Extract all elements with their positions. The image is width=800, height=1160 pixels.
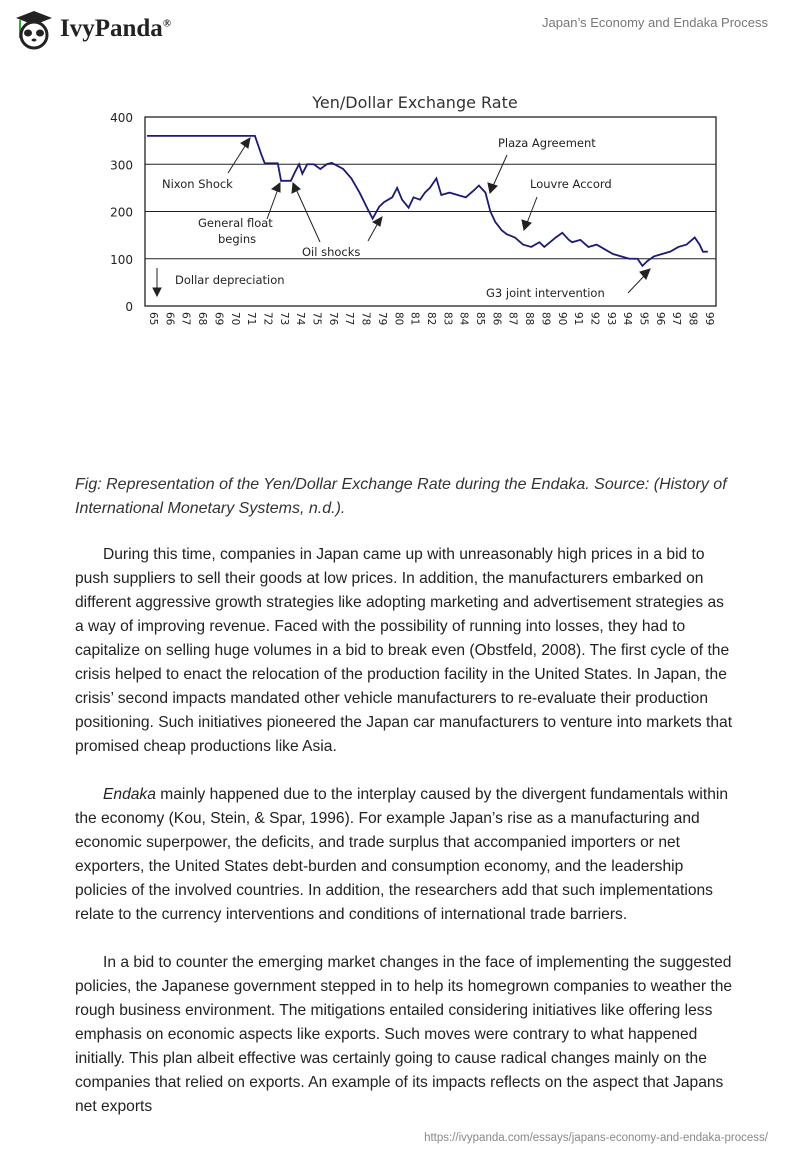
article-body — [75, 543, 735, 1143]
x-tick-label: 70 — [228, 312, 241, 326]
x-tick-label: 81 — [408, 312, 421, 326]
figure-caption: Fig: Representation of the Yen/Dollar Exchange Rate during the Endaka. Source: (History of International Monetary Systems, n.d.). — [75, 476, 727, 517]
x-tick-label: 74 — [294, 312, 307, 326]
x-tick-label: 82 — [424, 312, 437, 326]
registered-mark: ® — [162, 17, 172, 30]
x-tick-label: 85 — [474, 312, 486, 326]
y-tick-label: 100 — [110, 252, 133, 267]
x-tick-label: 92 — [588, 312, 601, 326]
paragraph-text: mainly happened due to the interplay caused by the divergent fundamentals within the economy (Kou, Stein, & Spar, 1996). For example Japan’s rise as a manufacturing and economic superpower, the deficits, and trade surplus that accompanied importers or net exporters, the United States debt-burden and consumption economy, and the leadership policies of the involved countries. In addition, the researchers add that such implementations relate to the currency interventions and conditions of international trade barriers. — [75, 786, 729, 923]
x-tick-label: 71 — [245, 312, 258, 326]
x-tick-label: 75 — [310, 312, 323, 326]
x-tick-label: 78 — [359, 312, 372, 326]
x-tick-label: 88 — [523, 312, 536, 326]
x-tick-label: 79 — [375, 312, 388, 326]
x-tick-label: 66 — [163, 312, 176, 326]
x-tick-label: 68 — [196, 312, 209, 326]
x-tick-label: 80 — [392, 312, 405, 326]
x-tick-label: 93 — [604, 312, 617, 326]
x-tick-label: 98 — [686, 312, 699, 326]
x-tick-label: 83 — [441, 312, 454, 326]
exchange-rate-chart — [100, 85, 730, 345]
annotations — [153, 136, 650, 300]
annotation-dollar-depreciation: Dollar depreciation — [175, 273, 285, 287]
x-tick-label: 95 — [637, 312, 650, 326]
y-tick-label: 300 — [110, 158, 133, 173]
annotation-plaza: Plaza Agreement — [498, 136, 596, 150]
annotation-g3: G3 joint intervention — [486, 286, 605, 300]
x-tick-label: 72 — [261, 312, 274, 326]
x-tick-label: 86 — [490, 312, 503, 326]
paragraph-text: During this time, companies in Japan came up with unreasonably high prices in a bid to push suppliers to sell their goods at low prices. In addition, the manufacturers embarked on different aggressive growth strategies like adopting marketing and advertisement strategies as a way of improving revenue. Faced with the possibility of running into losses, they had to capitalize on selling huge volumes in a bid to break even (Obstfeld, 2008). The first cycle of the crisis helped to enact the relocation of the production facility in the United States. In Japan, the crisis’ second impacts mandated other vehicle manufacturers to re-evaluate their production positioning. Such initiatives pioneered the Japan car manufacturers to venture into markets that promised cheap productions like Asia. — [75, 546, 733, 755]
x-tick-label: 76 — [326, 312, 339, 326]
annotation-oil-shocks: Oil shocks — [302, 245, 361, 259]
chart-title: Yen/Dollar Exchange Rate — [312, 93, 518, 112]
x-tick-label: 89 — [539, 312, 552, 326]
x-tick-label: 87 — [506, 312, 519, 326]
x-tick-label: 69 — [212, 312, 225, 326]
series-line — [147, 136, 708, 266]
x-tick-label: 94 — [621, 312, 634, 326]
panda-icon — [12, 8, 54, 50]
brand-name: IvyPanda — [60, 15, 163, 42]
paragraph — [75, 543, 735, 759]
x-tick-label: 84 — [457, 312, 470, 326]
x-tick-label: 99 — [702, 312, 715, 326]
x-tick-label: 96 — [653, 312, 666, 326]
x-tick-label: 97 — [670, 312, 683, 326]
y-tick-label: 400 — [110, 111, 133, 125]
emphasis: Endaka — [103, 786, 156, 803]
annotation-louvre: Louvre Accord — [530, 177, 612, 191]
paragraph — [75, 783, 735, 927]
x-tick-label: 77 — [343, 312, 356, 326]
paragraph-text: In a bid to counter the emerging market changes in the face of implementing the suggested policies, the Japanese government stepped in to help its homegrown companies to weather the rough business environment. The mitigations entailed considering initiatives like offering less emphasis on economic aspects like exports. Such moves were contrary to what happened initially. This plan albeit effective was certainly going to cause radical changes mainly on the companies that relied on exports. An example of its impacts reflects on the aspect that Japans net exports — [75, 954, 733, 1115]
x-tick-label: 91 — [572, 312, 585, 326]
x-tick-label: 65 — [147, 312, 159, 326]
annotation-general-float-2: begins — [218, 232, 257, 246]
y-tick-label: 200 — [110, 205, 133, 220]
document-title: Japan’s Economy and Endaka Process — [542, 15, 768, 30]
source-url[interactable]: https://ivypanda.com/essays/japans-economy-and-endaka-process/ — [424, 1132, 768, 1144]
y-tick-label: 0 — [125, 300, 133, 314]
x-tick-label: 67 — [179, 312, 192, 326]
x-tick-label: 73 — [277, 312, 290, 326]
ivypanda-logo[interactable] — [12, 8, 171, 50]
annotation-nixon-shock: Nixon Shock — [162, 177, 233, 191]
paragraph — [75, 951, 735, 1119]
annotation-general-float: General float — [198, 216, 273, 230]
x-tick-label: 90 — [555, 312, 568, 326]
